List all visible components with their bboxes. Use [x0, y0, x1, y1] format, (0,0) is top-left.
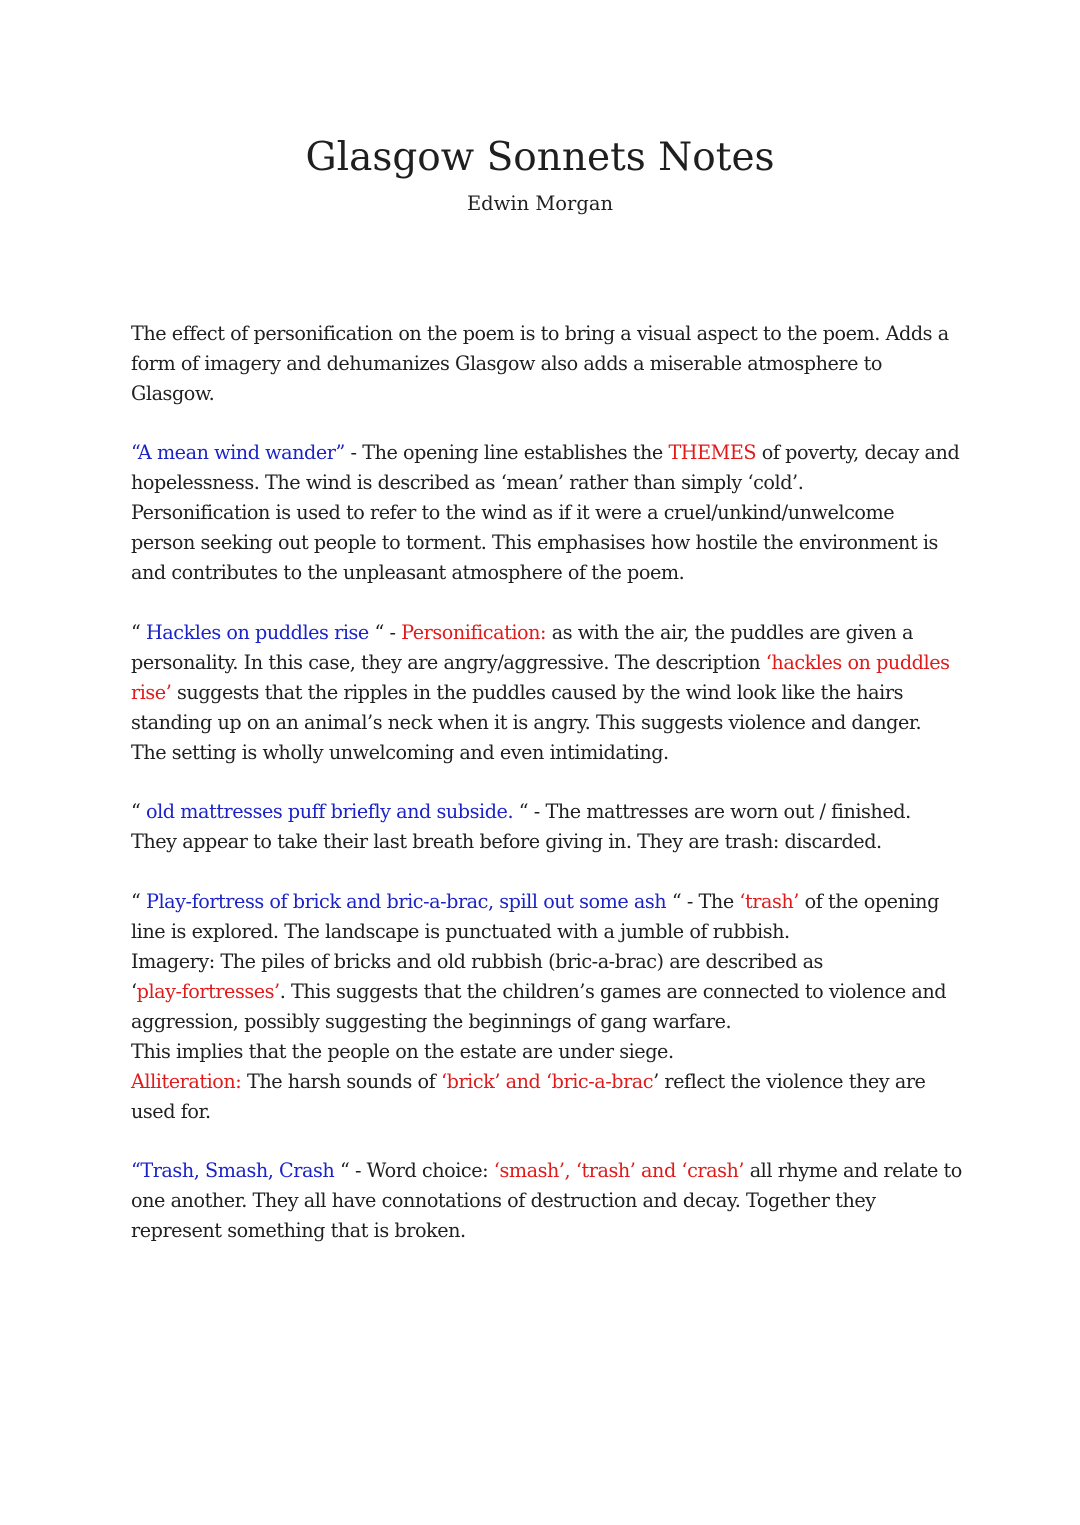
text-segment: suggests that the ripples in the puddles caused by the wind look like the hairs: [171, 681, 903, 704]
text-line: [131, 678, 961, 708]
poem-quote: Play-fortress of brick and bric-a-brac, spill out some ash: [146, 890, 667, 913]
text-line: The effect of personification on the poem is to bring a visual aspect to the poem. Adds a: [131, 322, 949, 345]
poem-quote: “A mean wind wander”: [131, 441, 345, 464]
text-segment: “: [131, 621, 147, 644]
text-segment: ’ reflect the violence they are: [653, 1070, 926, 1093]
device-label: Alliteration:: [131, 1070, 242, 1093]
text-line: [131, 887, 961, 917]
paragraph-play-fortress: [131, 887, 961, 1127]
text-line: This implies that the people on the estate are under siege.: [131, 1040, 674, 1063]
paragraph-trash-smash-crash: [131, 1156, 961, 1246]
text-segment: - The opening line establishes the: [344, 441, 669, 464]
text-segment: “: [131, 890, 147, 913]
paragraph-hackles: [131, 618, 961, 768]
paragraph-personification-effect: [131, 319, 961, 409]
text-segment: personality. In this case, they are angry/aggressive. The description: [131, 651, 766, 674]
highlight-quote: rise’: [131, 681, 172, 704]
text-segment: of poverty, decay and: [756, 441, 960, 464]
text-line: [131, 1156, 961, 1186]
paragraph-mean-wind: [131, 438, 961, 588]
poem-quote: Hackles on puddles rise: [146, 621, 369, 644]
text-segment: ‘: [131, 980, 137, 1003]
document-author: Edwin Morgan: [466, 192, 614, 215]
text-line: [131, 618, 961, 648]
text-line: one another. They all have connotations of destruction and decay. Together they: [131, 1189, 876, 1212]
text-line: [131, 438, 961, 468]
text-line: [131, 1067, 961, 1097]
themes-highlight: THEMES: [668, 441, 757, 464]
document-title: Glasgow Sonnets Notes: [305, 135, 775, 180]
text-segment: “ - The mattresses are worn out / finished.: [513, 800, 911, 823]
text-line: line is explored. The landscape is punctuated with a jumble of rubbish.: [131, 920, 790, 943]
text-line: standing up on an animal’s neck when it is angry. This suggests violence and danger.: [131, 711, 922, 734]
text-line: [131, 797, 961, 827]
text-segment: “ - Word choice:: [334, 1159, 494, 1182]
text-line: person seeking out people to torment. This emphasises how hostile the environment is: [131, 531, 938, 554]
text-line: Personification is used to refer to the wind as if it were a cruel/unkind/unwelcome: [131, 501, 895, 524]
highlight-quote: ‘hackles on puddles: [765, 651, 950, 674]
text-segment: “ - The: [666, 890, 740, 913]
poem-quote: “Trash, Smash, Crash: [131, 1159, 335, 1182]
text-line: Imagery: The piles of bricks and old rubbish (bric-a-brac) are described as: [131, 950, 823, 973]
text-segment: “ -: [368, 621, 402, 644]
text-segment: . This suggests that the children’s games are connected to violence and: [279, 980, 947, 1003]
text-line: [131, 648, 961, 678]
text-line: used for.: [131, 1100, 211, 1123]
text-line: represent something that is broken.: [131, 1219, 466, 1242]
text-line: and contributes to the unpleasant atmosphere of the poem.: [131, 561, 685, 584]
highlight-quote: ‘brick’ and ‘bric-a-brac: [440, 1070, 654, 1093]
text-line: hopelessness. The wind is described as ‘mean’ rather than simply ‘cold’.: [131, 471, 804, 494]
highlight-quote: play-fortresses’: [136, 980, 280, 1003]
text-segment: “: [131, 800, 147, 823]
text-segment: The harsh sounds of: [241, 1070, 441, 1093]
text-line: [131, 977, 961, 1007]
text-segment: as with the air, the puddles are given a: [546, 621, 913, 644]
device-label: Personification:: [401, 621, 547, 644]
text-line: form of imagery and dehumanizes Glasgow also adds a miserable atmosphere to: [131, 352, 883, 375]
text-line: aggression, possibly suggesting the beginnings of gang warfare.: [131, 1010, 732, 1033]
highlight-words: ‘smash’, ‘trash’ and ‘crash’: [493, 1159, 745, 1182]
text-segment: of the opening: [798, 890, 939, 913]
text-line: Glasgow.: [131, 382, 215, 405]
poem-quote: old mattresses puff briefly and subside.: [146, 800, 514, 823]
text-line: They appear to take their last breath before giving in. They are trash: discarded.: [131, 830, 882, 853]
highlight-word: ‘trash’: [739, 890, 799, 913]
paragraph-mattresses: [131, 797, 961, 857]
text-line: The setting is wholly unwelcoming and even intimidating.: [131, 741, 669, 764]
text-segment: all rhyme and relate to: [744, 1159, 962, 1182]
